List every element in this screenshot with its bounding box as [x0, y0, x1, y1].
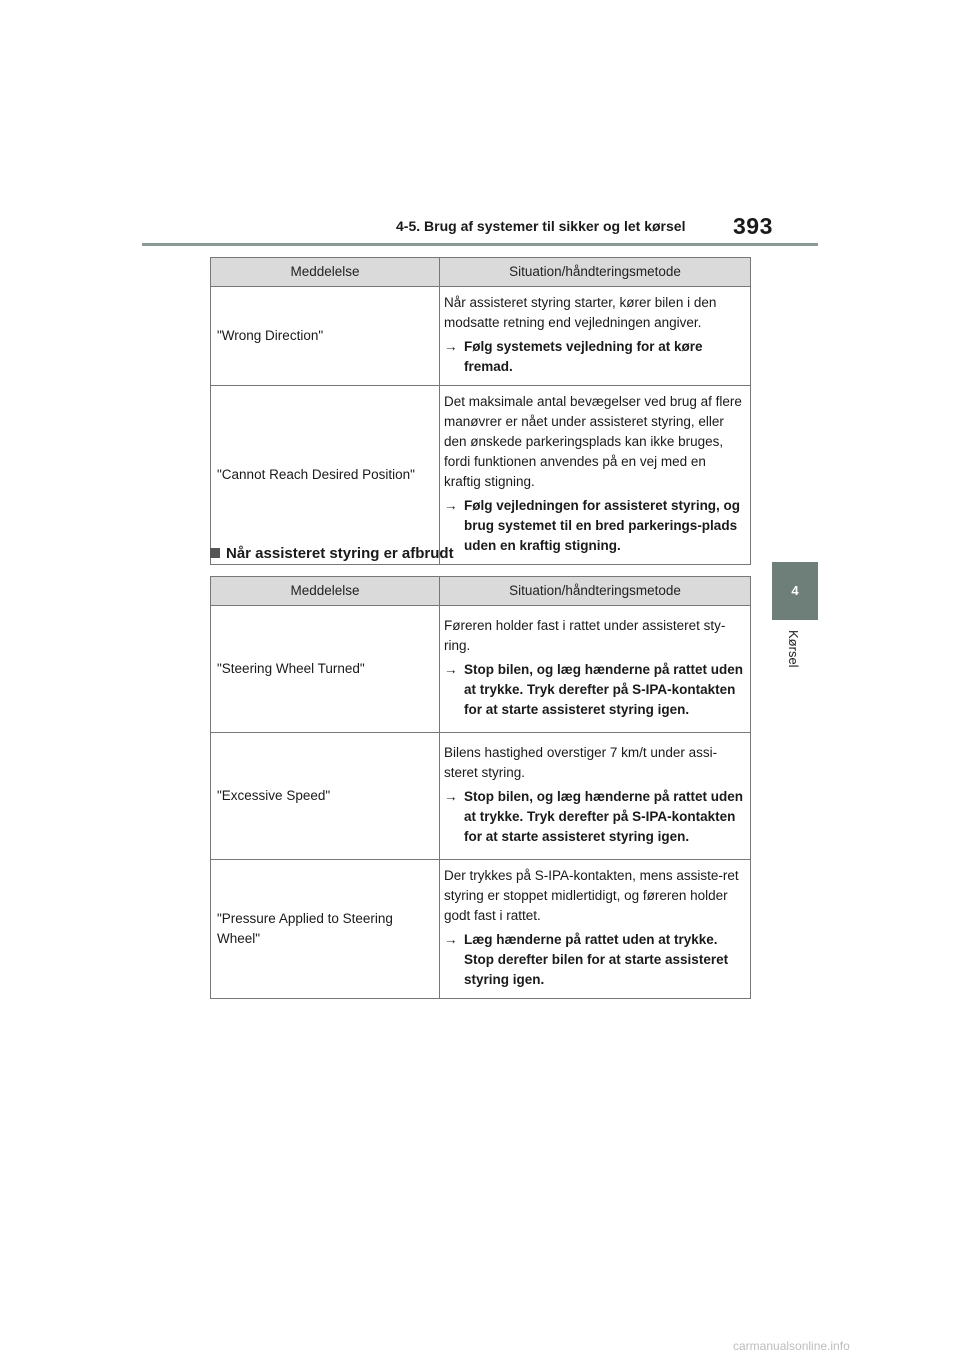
action-text: Stop bilen, og læg hænderne på rattet uden at trykke. Tryk derefter på S-IPA-kontakten for at starte assisteret styring igen. — [464, 789, 744, 844]
situation-text: Der trykkes på S-IPA-kontakten, mens assiste-ret styring er stoppet midlertidigt, og føreren holder godt fast i rattet. — [444, 868, 739, 923]
message-cell: "Cannot Reach Desired Position" — [211, 386, 440, 565]
message-cell: "Wrong Direction" — [211, 287, 440, 386]
action-line — [444, 496, 744, 556]
column-header-message: Meddelelse — [211, 577, 440, 606]
square-bullet-icon — [210, 548, 220, 558]
action-line — [444, 930, 744, 990]
arrow-right-icon: → — [444, 789, 458, 804]
action-text: Læg hænderne på rattet uden at trykke. Stop derefter bilen for at starte assisteret styring igen. — [464, 932, 729, 987]
section-heading-text: Når assisteret styring er afbrudt — [226, 545, 454, 562]
situation-cell — [440, 860, 751, 999]
column-header-situation: Situation/håndteringsmetode — [440, 577, 751, 606]
table-row — [211, 606, 751, 733]
situation-cell — [440, 287, 751, 386]
chapter-label: Kørsel — [786, 630, 801, 668]
section-heading — [210, 545, 454, 562]
situation-text: Føreren holder fast i rattet under assisteret sty-ring. — [444, 618, 726, 653]
column-header-situation: Situation/håndteringsmetode — [440, 258, 751, 287]
action-line — [444, 660, 744, 720]
situation-cell — [440, 606, 751, 733]
column-header-message: Meddelelse — [211, 258, 440, 287]
action-line — [444, 787, 744, 847]
watermark[interactable]: carmanualsonline.info — [733, 1339, 850, 1353]
header-section-title: 4-5. Brug af systemer til sikker og let kørsel — [396, 218, 686, 234]
page-number: 393 — [733, 213, 773, 239]
action-text: Følg vejledningen for assisteret styring, og brug systemet til en bred parkerings-plads uden en kraftig stigning. — [464, 498, 741, 553]
table-row — [211, 386, 751, 565]
action-text: Stop bilen, og læg hænderne på rattet uden at trykke. Tryk derefter på S-IPA-kontakten for at starte assisteret styring igen. — [464, 662, 744, 717]
situation-text: Når assisteret styring starter, kører bilen i den modsatte retning end vejledningen angiver. — [444, 295, 717, 330]
situation-cell — [440, 386, 751, 565]
table-row — [211, 733, 751, 860]
message-table-1 — [210, 257, 751, 565]
situation-text: Det maksimale antal bevægelser ved brug af flere manøvrer er nået under assisteret styring, eller den ønskede parkeringsplads kan ikke bruges, fordi funktionen anvendes på en vej med en kraftig stigning. — [444, 394, 742, 489]
table-header-row — [211, 577, 751, 606]
table-row — [211, 287, 751, 386]
table-row — [211, 860, 751, 999]
message-cell: "Pressure Applied to Steering Wheel" — [211, 860, 440, 999]
action-line — [444, 337, 744, 377]
arrow-right-icon: → — [444, 498, 458, 513]
message-table-2 — [210, 576, 751, 999]
message-cell: "Excessive Speed" — [211, 733, 440, 860]
situation-cell — [440, 733, 751, 860]
arrow-right-icon: → — [444, 662, 458, 677]
situation-text: Bilens hastighed overstiger 7 km/t under assi-steret styring. — [444, 745, 718, 780]
arrow-right-icon: → — [444, 932, 458, 947]
action-text: Følg systemets vejledning for at køre fremad. — [464, 339, 703, 374]
message-cell: "Steering Wheel Turned" — [211, 606, 440, 733]
header-rule — [142, 243, 818, 246]
arrow-right-icon: → — [444, 339, 458, 354]
chapter-tab: 4 — [772, 562, 818, 620]
table-header-row — [211, 258, 751, 287]
